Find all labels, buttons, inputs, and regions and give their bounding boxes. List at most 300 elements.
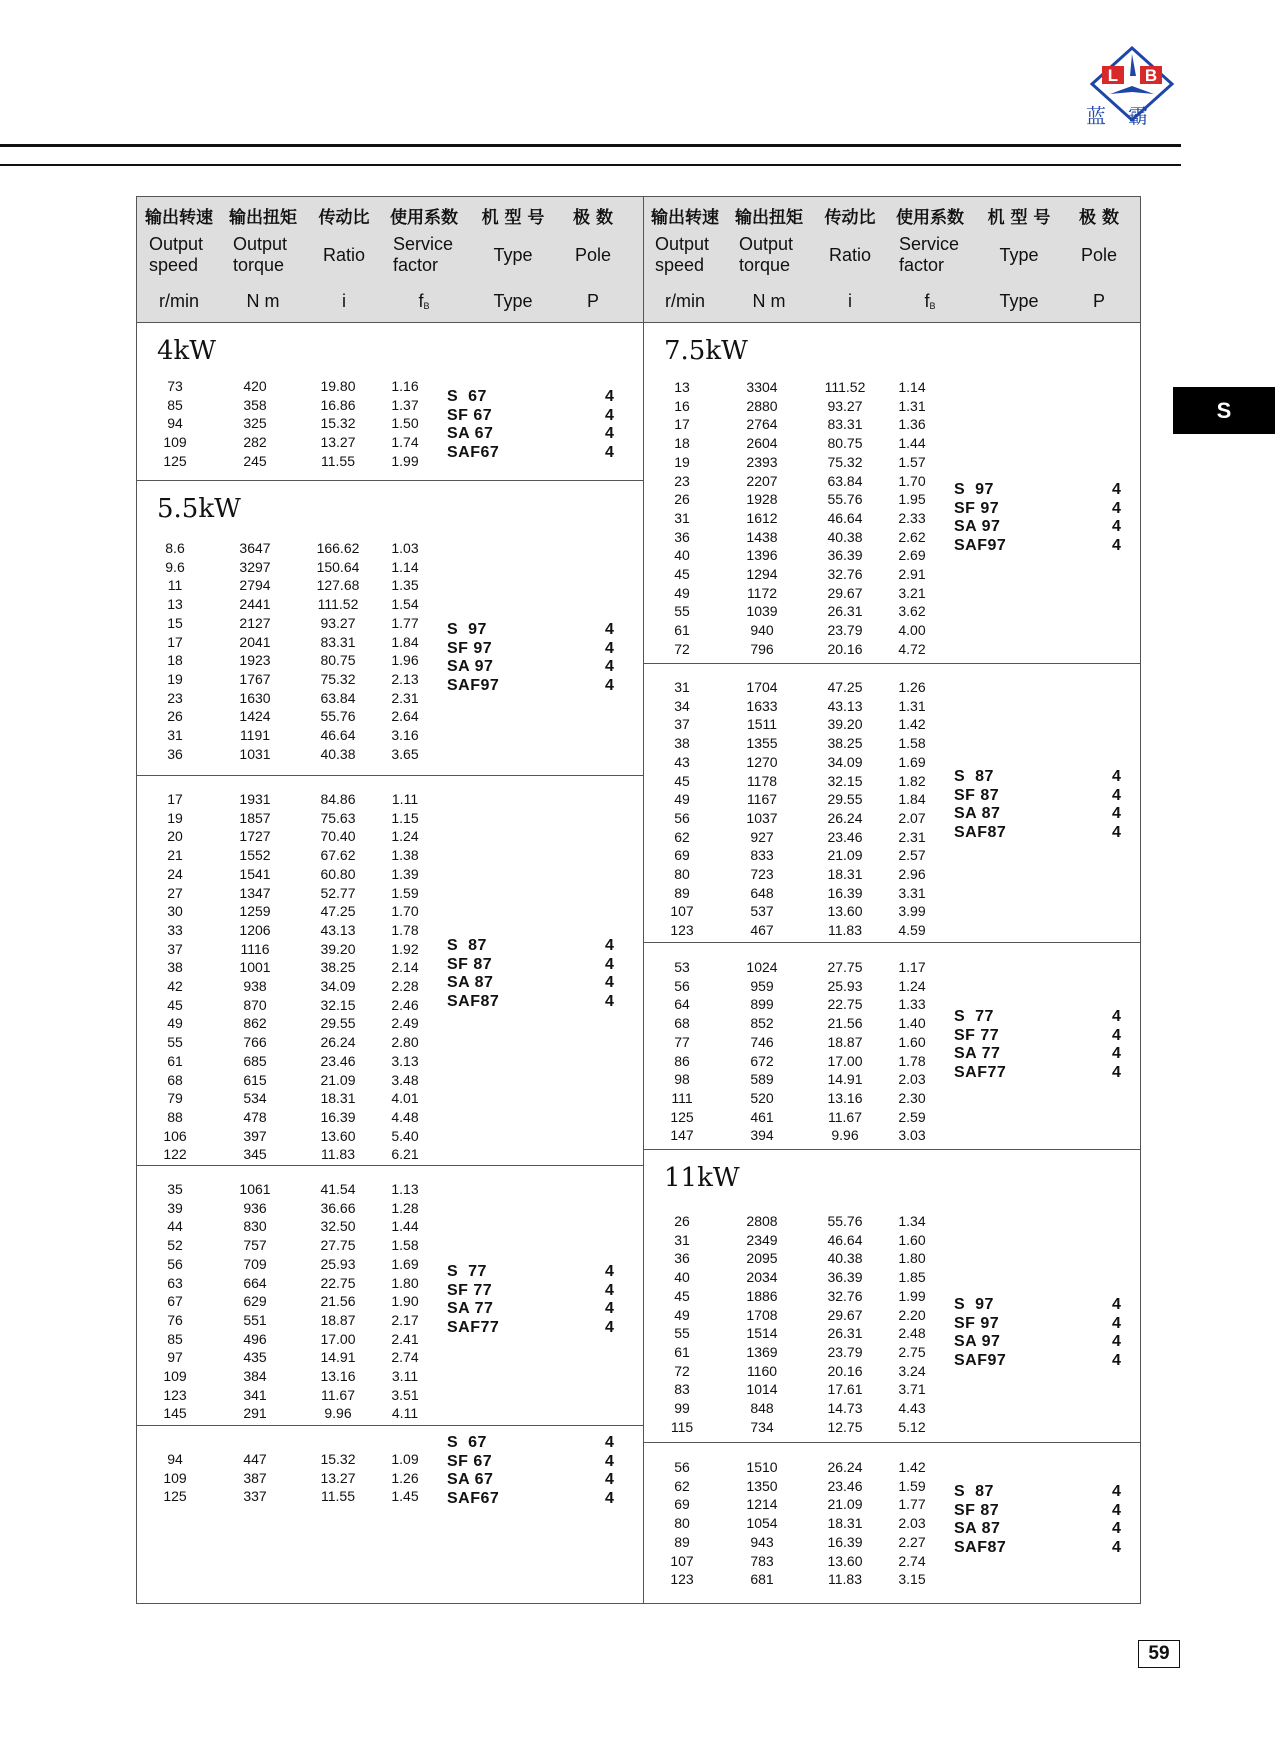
right-cell-t: 1178 bbox=[746, 772, 778, 789]
left-col-n-4 bbox=[153, 1450, 197, 1506]
left-cell-f: 1.99 bbox=[391, 452, 419, 469]
left-type-list-3 bbox=[447, 1263, 499, 1338]
header-cn-4: 机 型 号 bbox=[481, 208, 545, 228]
left-cell-t: 384 bbox=[243, 1368, 267, 1385]
right-cell-i: 55.76 bbox=[827, 491, 863, 508]
right-col-f-3 bbox=[890, 1212, 934, 1436]
right-col-t-4 bbox=[740, 1458, 784, 1589]
right-cell-t: 1369 bbox=[746, 1343, 778, 1360]
right-cell-t: 1511 bbox=[746, 716, 778, 733]
left-type: SF 67 bbox=[447, 1452, 493, 1470]
left-pole: 4 bbox=[605, 639, 615, 657]
right-cell-f: 2.57 bbox=[898, 847, 926, 864]
header-en-1-l1: Output bbox=[739, 234, 794, 254]
right-cell-f: 1.33 bbox=[898, 996, 926, 1013]
right-cell-t: 394 bbox=[750, 1127, 774, 1144]
header-unit-0: r/min bbox=[159, 291, 199, 311]
right-col-n-3 bbox=[660, 1212, 704, 1436]
left-cell-i: 80.75 bbox=[320, 652, 356, 669]
header-cn-0: 输出转速 bbox=[651, 208, 719, 228]
right-cell-n: 61 bbox=[674, 622, 690, 639]
right-cell-i: 47.25 bbox=[827, 679, 863, 695]
right-pole-list-0 bbox=[1112, 481, 1121, 556]
header-en-1-l2: torque bbox=[739, 255, 791, 275]
right-cell-i: 93.27 bbox=[827, 397, 863, 414]
header-cn-1: 输出扭矩 bbox=[735, 208, 803, 228]
right-cell-t: 848 bbox=[750, 1400, 774, 1417]
left-type: SA 67 bbox=[447, 425, 494, 443]
right-cell-i: 29.67 bbox=[827, 1306, 863, 1323]
right-cell-n: 18 bbox=[674, 435, 690, 452]
left-type: SF 67 bbox=[447, 406, 493, 424]
left-type: SF 77 bbox=[447, 1281, 493, 1299]
left-type: S 67 bbox=[447, 1434, 487, 1451]
right-cell-f: 2.27 bbox=[898, 1533, 926, 1550]
right-cell-i: 46.64 bbox=[827, 1231, 863, 1248]
left-pole: 4 bbox=[605, 1300, 615, 1318]
right-cell-t: 1214 bbox=[746, 1496, 778, 1513]
right-type-list-4 bbox=[954, 1483, 1006, 1558]
left-cell-f: 1.39 bbox=[391, 865, 419, 882]
right-cell-i: 21.56 bbox=[827, 1015, 863, 1032]
header-unit-f: f bbox=[924, 291, 930, 311]
right-pole: 4 bbox=[1112, 481, 1122, 498]
right-pole: 4 bbox=[1112, 1483, 1122, 1500]
right-cell-f: 1.59 bbox=[898, 1477, 926, 1494]
left-cell-n: 8.6 bbox=[165, 540, 185, 556]
right-cell-f: 1.57 bbox=[898, 453, 926, 470]
right-cell-f: 2.07 bbox=[898, 809, 926, 826]
right-cell-f: 2.69 bbox=[898, 547, 926, 564]
right-col-i-3 bbox=[814, 1212, 876, 1436]
right-pole-list-3 bbox=[1112, 1296, 1121, 1371]
right-cell-n: 115 bbox=[670, 1418, 694, 1435]
right-cell-f: 1.26 bbox=[898, 679, 926, 695]
left-cell-n: 109 bbox=[163, 1469, 187, 1486]
left-col-i-3 bbox=[307, 1180, 369, 1423]
right-cell-n: 40 bbox=[674, 547, 690, 564]
left-type: SAF97 bbox=[447, 677, 500, 695]
left-cell-t: 358 bbox=[243, 396, 267, 413]
left-cell-i: 93.27 bbox=[320, 614, 356, 631]
left-pole: 4 bbox=[605, 658, 615, 676]
right-cell-i: 29.55 bbox=[827, 791, 863, 808]
right-cell-t: 943 bbox=[750, 1533, 774, 1550]
left-cell-t: 478 bbox=[243, 1108, 267, 1125]
right-section-divider-1 bbox=[644, 663, 1141, 664]
left-cell-f: 1.59 bbox=[391, 884, 419, 901]
right-cell-t: 734 bbox=[750, 1418, 774, 1435]
left-cell-f: 1.03 bbox=[391, 540, 419, 556]
right-cell-i: 36.39 bbox=[827, 547, 863, 564]
left-col-t-1 bbox=[233, 539, 277, 763]
right-cell-f: 1.44 bbox=[898, 435, 926, 452]
left-cell-i: 111.52 bbox=[317, 596, 359, 613]
header-en-4: Type bbox=[999, 245, 1039, 265]
right-cell-f: 1.17 bbox=[898, 959, 926, 975]
left-cell-f: 1.77 bbox=[391, 614, 419, 631]
left-cell-n: 35 bbox=[167, 1181, 183, 1197]
left-cell-n: 26 bbox=[167, 708, 183, 725]
left-cell-t: 685 bbox=[243, 1052, 267, 1069]
left-cell-f: 1.44 bbox=[391, 1218, 419, 1235]
right-pole-list-2 bbox=[1112, 1008, 1121, 1083]
right-cell-n: 72 bbox=[674, 640, 690, 657]
right-type: SA 77 bbox=[954, 1045, 1001, 1063]
right-cell-t: 1024 bbox=[746, 959, 778, 975]
left-col-i-4 bbox=[307, 1450, 369, 1506]
left-cell-n: 109 bbox=[163, 434, 187, 451]
right-cell-f: 2.74 bbox=[898, 1552, 926, 1569]
right-cell-f: 1.24 bbox=[898, 977, 926, 994]
left-cell-t: 2041 bbox=[239, 633, 271, 650]
left-cell-t: 1541 bbox=[239, 865, 271, 882]
right-cell-f: 2.96 bbox=[898, 866, 926, 883]
right-cell-n: 26 bbox=[674, 1213, 690, 1229]
left-cell-t: 664 bbox=[243, 1274, 267, 1291]
header-cn-4: 机 型 号 bbox=[987, 208, 1051, 228]
right-cell-t: 940 bbox=[750, 622, 774, 639]
left-pole: 4 bbox=[605, 388, 615, 405]
left-cell-n: 68 bbox=[167, 1071, 183, 1088]
left-cell-n: 61 bbox=[167, 1052, 183, 1069]
right-cell-n: 77 bbox=[674, 1033, 690, 1050]
left-type: SAF77 bbox=[447, 1319, 500, 1337]
right-cell-t: 2393 bbox=[746, 453, 778, 470]
right-cell-t: 1928 bbox=[746, 491, 778, 508]
right-type: SF 97 bbox=[954, 499, 1000, 517]
right-cell-t: 833 bbox=[750, 847, 774, 864]
right-cell-t: 1172 bbox=[746, 584, 778, 601]
left-cell-i: 13.60 bbox=[320, 1127, 356, 1144]
left-cell-n: 30 bbox=[167, 903, 183, 920]
right-cell-n: 98 bbox=[674, 1071, 690, 1088]
left-cell-f: 1.16 bbox=[391, 378, 419, 394]
right-cell-t: 1510 bbox=[746, 1459, 778, 1475]
right-cell-i: 23.46 bbox=[827, 828, 863, 845]
right-cell-t: 467 bbox=[750, 922, 774, 939]
right-pole: 4 bbox=[1112, 786, 1122, 804]
right-pole: 4 bbox=[1112, 1045, 1122, 1063]
left-cell-t: 709 bbox=[243, 1255, 267, 1272]
left-cell-i: 13.27 bbox=[320, 434, 356, 451]
right-cell-t: 648 bbox=[750, 884, 774, 901]
left-cell-t: 938 bbox=[243, 978, 267, 995]
logo-letter-b: B bbox=[1144, 66, 1158, 85]
right-pole: 4 bbox=[1112, 805, 1122, 823]
left-cell-f: 1.26 bbox=[391, 1469, 419, 1486]
left-cell-t: 1116 bbox=[240, 940, 270, 957]
right-cell-t: 461 bbox=[750, 1108, 774, 1125]
left-cell-f: 1.78 bbox=[391, 921, 419, 938]
right-cell-f: 1.99 bbox=[898, 1287, 926, 1304]
left-cell-i: 22.75 bbox=[320, 1274, 356, 1291]
right-cell-i: 16.39 bbox=[827, 1533, 863, 1550]
left-col-i-2 bbox=[307, 790, 369, 1164]
left-cell-n: 145 bbox=[163, 1405, 187, 1422]
left-cell-i: 19.80 bbox=[320, 378, 356, 394]
right-cell-f: 4.59 bbox=[898, 922, 926, 939]
left-cell-t: 1424 bbox=[239, 708, 271, 725]
right-col-i-1 bbox=[814, 678, 876, 940]
left-cell-i: 34.09 bbox=[320, 978, 356, 995]
right-cell-t: 1396 bbox=[746, 547, 778, 564]
right-cell-n: 31 bbox=[674, 509, 690, 526]
right-cell-i: 18.31 bbox=[827, 1515, 863, 1532]
right-type: SAF97 bbox=[954, 1352, 1007, 1370]
right-type: S 97 bbox=[954, 1296, 994, 1313]
left-cell-t: 757 bbox=[243, 1237, 267, 1254]
left-cell-f: 1.09 bbox=[391, 1451, 419, 1467]
left-cell-n: 45 bbox=[167, 996, 183, 1013]
right-cell-f: 4.00 bbox=[898, 622, 926, 639]
left-cell-f: 1.24 bbox=[391, 828, 419, 845]
left-cell-n: 88 bbox=[167, 1108, 183, 1125]
right-cell-f: 2.20 bbox=[898, 1306, 926, 1323]
left-cell-n: 76 bbox=[167, 1311, 183, 1328]
header-unit-1: N m bbox=[752, 291, 786, 311]
right-type-list-1 bbox=[954, 768, 1006, 843]
right-type: SA 87 bbox=[954, 1520, 1001, 1538]
right-cell-t: 589 bbox=[750, 1071, 774, 1088]
right-cell-i: 9.96 bbox=[831, 1127, 859, 1144]
left-cell-i: 150.64 bbox=[316, 558, 360, 575]
right-type: SA 97 bbox=[954, 518, 1001, 536]
left-cell-n: 44 bbox=[167, 1218, 183, 1235]
right-cell-n: 68 bbox=[674, 1015, 690, 1032]
right-cell-i: 23.79 bbox=[827, 1343, 863, 1360]
right-cell-n: 49 bbox=[674, 1306, 690, 1323]
right-col-t-0 bbox=[740, 378, 784, 659]
left-section-divider-2 bbox=[137, 775, 643, 776]
left-cell-i: 11.55 bbox=[321, 1488, 355, 1505]
right-cell-f: 3.71 bbox=[898, 1381, 926, 1398]
left-cell-n: 37 bbox=[167, 940, 183, 957]
right-cell-n: 36 bbox=[674, 1250, 690, 1267]
right-cell-i: 21.09 bbox=[827, 1496, 863, 1513]
right-cell-i: 34.09 bbox=[827, 753, 863, 770]
left-cell-f: 1.38 bbox=[391, 847, 419, 864]
left-cell-f: 1.14 bbox=[391, 558, 419, 575]
header-unit-3 bbox=[890, 291, 970, 312]
left-cell-f: 4.11 bbox=[391, 1405, 419, 1422]
right-cell-n: 53 bbox=[674, 959, 690, 975]
right-power-heading-3: 11kW bbox=[664, 1163, 740, 1193]
right-cell-f: 1.69 bbox=[898, 753, 926, 770]
right-cell-t: 2095 bbox=[746, 1250, 778, 1267]
left-cell-i: 32.50 bbox=[320, 1218, 356, 1235]
left-cell-n: 106 bbox=[163, 1127, 187, 1144]
top-rule bbox=[0, 144, 1181, 147]
right-cell-t: 1612 bbox=[746, 509, 778, 526]
selection-table bbox=[136, 196, 1141, 1604]
left-cell-f: 1.37 bbox=[391, 396, 419, 413]
right-cell-i: 32.76 bbox=[827, 566, 863, 583]
right-cell-f: 1.95 bbox=[898, 491, 926, 508]
left-cell-f: 2.28 bbox=[391, 978, 419, 995]
right-cell-n: 37 bbox=[674, 716, 690, 733]
header-unit-4: Type bbox=[493, 291, 533, 311]
right-pole: 4 bbox=[1112, 1026, 1122, 1044]
left-cell-i: 13.27 bbox=[320, 1469, 356, 1486]
left-cell-t: 345 bbox=[243, 1146, 267, 1163]
left-cell-n: 55 bbox=[167, 1034, 183, 1051]
left-cell-t: 2794 bbox=[239, 577, 271, 594]
right-type: SF 77 bbox=[954, 1026, 1000, 1044]
right-cell-i: 26.31 bbox=[827, 1325, 863, 1342]
left-cell-n: 23 bbox=[167, 689, 183, 706]
right-cell-i: 43.13 bbox=[827, 697, 863, 714]
left-pole: 4 bbox=[605, 1452, 615, 1470]
right-cell-t: 1704 bbox=[746, 679, 778, 695]
right-cell-f: 1.42 bbox=[898, 716, 926, 733]
left-cell-i: 70.40 bbox=[320, 828, 356, 845]
right-cell-t: 1350 bbox=[746, 1477, 778, 1494]
right-type: S 87 bbox=[954, 1483, 994, 1500]
left-cell-t: 1931 bbox=[239, 791, 271, 807]
right-cell-t: 783 bbox=[750, 1552, 774, 1569]
left-pole: 4 bbox=[605, 974, 615, 992]
left-cell-i: 18.31 bbox=[320, 1090, 356, 1107]
right-cell-f: 3.24 bbox=[898, 1362, 926, 1379]
left-cell-t: 3647 bbox=[239, 540, 271, 556]
header-en-0-l2: speed bbox=[149, 255, 199, 275]
right-cell-f: 1.60 bbox=[898, 1033, 926, 1050]
left-col-t-0 bbox=[233, 377, 277, 471]
right-type: S 87 bbox=[954, 768, 994, 785]
header-unit-f-sub: B bbox=[929, 301, 936, 311]
left-cell-t: 1031 bbox=[239, 745, 271, 762]
right-cell-n: 86 bbox=[674, 1052, 690, 1069]
right-cell-n: 83 bbox=[674, 1381, 690, 1398]
right-col-t-2 bbox=[740, 958, 784, 1145]
right-col-i-0 bbox=[814, 378, 876, 659]
header-cn-5: 极 数 bbox=[573, 208, 613, 228]
left-cell-i: 32.15 bbox=[320, 996, 356, 1013]
left-cell-i: 21.56 bbox=[320, 1293, 356, 1310]
left-cell-n: 21 bbox=[167, 847, 183, 864]
header-en-0-l1: Output bbox=[149, 234, 204, 254]
header-en-3-l1: Service bbox=[393, 234, 454, 254]
left-cell-i: 75.32 bbox=[320, 670, 356, 687]
logo-letter-l: L bbox=[1107, 66, 1119, 85]
left-cell-t: 629 bbox=[243, 1293, 267, 1310]
right-cell-f: 2.03 bbox=[898, 1515, 926, 1532]
right-cell-i: 26.24 bbox=[827, 1459, 863, 1475]
right-pole: 4 bbox=[1112, 1539, 1122, 1557]
right-cell-i: 63.84 bbox=[827, 472, 863, 489]
left-power-heading-1: 5.5kW bbox=[157, 494, 241, 524]
right-type: S 77 bbox=[954, 1008, 994, 1025]
left-cell-i: 25.93 bbox=[320, 1255, 356, 1272]
right-cell-i: 11.67 bbox=[828, 1108, 862, 1125]
left-cell-f: 2.74 bbox=[391, 1349, 419, 1366]
left-type: SF 87 bbox=[447, 955, 493, 973]
right-cell-f: 4.43 bbox=[898, 1400, 926, 1417]
left-cell-n: 38 bbox=[167, 959, 183, 976]
left-pole-list-0 bbox=[605, 388, 614, 463]
right-cell-i: 13.60 bbox=[827, 903, 863, 920]
right-cell-i: 40.38 bbox=[827, 528, 863, 545]
right-cell-f: 3.15 bbox=[898, 1571, 926, 1588]
left-col-i-1 bbox=[307, 539, 369, 763]
left-col-n-1 bbox=[153, 539, 197, 763]
header-cn-3: 使用系数 bbox=[390, 208, 458, 228]
right-pole: 4 bbox=[1112, 1333, 1122, 1351]
right-cell-i: 80.75 bbox=[827, 435, 863, 452]
right-cell-t: 746 bbox=[750, 1033, 774, 1050]
header-en-4: Type bbox=[493, 245, 533, 265]
left-cell-t: 1001 bbox=[239, 959, 271, 976]
right-cell-i: 14.73 bbox=[827, 1400, 863, 1417]
right-cell-i: 83.31 bbox=[827, 416, 863, 433]
left-col-n-3 bbox=[153, 1180, 197, 1423]
left-cell-t: 282 bbox=[243, 434, 267, 451]
right-cell-n: 13 bbox=[674, 379, 690, 395]
right-cell-t: 2764 bbox=[746, 416, 778, 433]
left-power-heading-0: 4kW bbox=[157, 336, 217, 366]
left-col-t-4 bbox=[233, 1450, 277, 1506]
left-cell-n: 73 bbox=[167, 378, 183, 394]
right-cell-i: 111.52 bbox=[824, 379, 866, 395]
left-type: SA 87 bbox=[447, 974, 494, 992]
left-col-i-0 bbox=[307, 377, 369, 471]
right-cell-n: 34 bbox=[674, 697, 690, 714]
left-cell-i: 9.96 bbox=[324, 1405, 352, 1422]
right-cell-t: 2207 bbox=[746, 472, 778, 489]
header-unit-f: f bbox=[418, 291, 424, 311]
header-en-1-l1: Output bbox=[233, 234, 288, 254]
right-pole-list-4 bbox=[1112, 1483, 1121, 1558]
left-cell-i: 29.55 bbox=[320, 1015, 356, 1032]
right-cell-t: 1014 bbox=[746, 1381, 778, 1398]
right-cell-t: 723 bbox=[750, 866, 774, 883]
left-cell-n: 94 bbox=[167, 415, 183, 432]
left-cell-t: 1191 bbox=[239, 727, 271, 744]
right-cell-n: 64 bbox=[674, 996, 690, 1013]
left-cell-i: 63.84 bbox=[320, 689, 356, 706]
left-cell-t: 1767 bbox=[239, 670, 271, 687]
right-cell-t: 2604 bbox=[746, 435, 778, 452]
right-pole: 4 bbox=[1112, 768, 1122, 785]
left-cell-t: 766 bbox=[243, 1034, 267, 1051]
left-type: SAF87 bbox=[447, 993, 500, 1011]
header-en-0-l2: speed bbox=[655, 255, 705, 275]
right-col-f-1 bbox=[890, 678, 934, 940]
left-cell-t: 2127 bbox=[239, 614, 271, 631]
right-cell-f: 3.99 bbox=[898, 903, 926, 920]
left-cell-n: 31 bbox=[167, 727, 183, 744]
left-cell-t: 2441 bbox=[239, 596, 271, 613]
right-cell-f: 1.40 bbox=[898, 1015, 926, 1032]
left-cell-n: 52 bbox=[167, 1237, 183, 1254]
left-cell-f: 1.54 bbox=[391, 596, 419, 613]
right-cell-n: 43 bbox=[674, 753, 690, 770]
right-cell-i: 40.38 bbox=[827, 1250, 863, 1267]
left-cell-f: 3.51 bbox=[391, 1386, 419, 1403]
left-cell-t: 551 bbox=[243, 1311, 267, 1328]
left-cell-n: 19 bbox=[167, 809, 183, 826]
left-cell-n: 79 bbox=[167, 1090, 183, 1107]
right-cell-n: 49 bbox=[674, 584, 690, 601]
left-cell-i: 43.13 bbox=[320, 921, 356, 938]
left-cell-f: 1.92 bbox=[391, 940, 419, 957]
header-en-2: Ratio bbox=[322, 245, 366, 265]
left-cell-i: 46.64 bbox=[320, 727, 356, 744]
right-cell-i: 38.25 bbox=[827, 735, 863, 752]
left-type: SAF67 bbox=[447, 1490, 500, 1508]
left-cell-i: 84.86 bbox=[320, 791, 356, 807]
